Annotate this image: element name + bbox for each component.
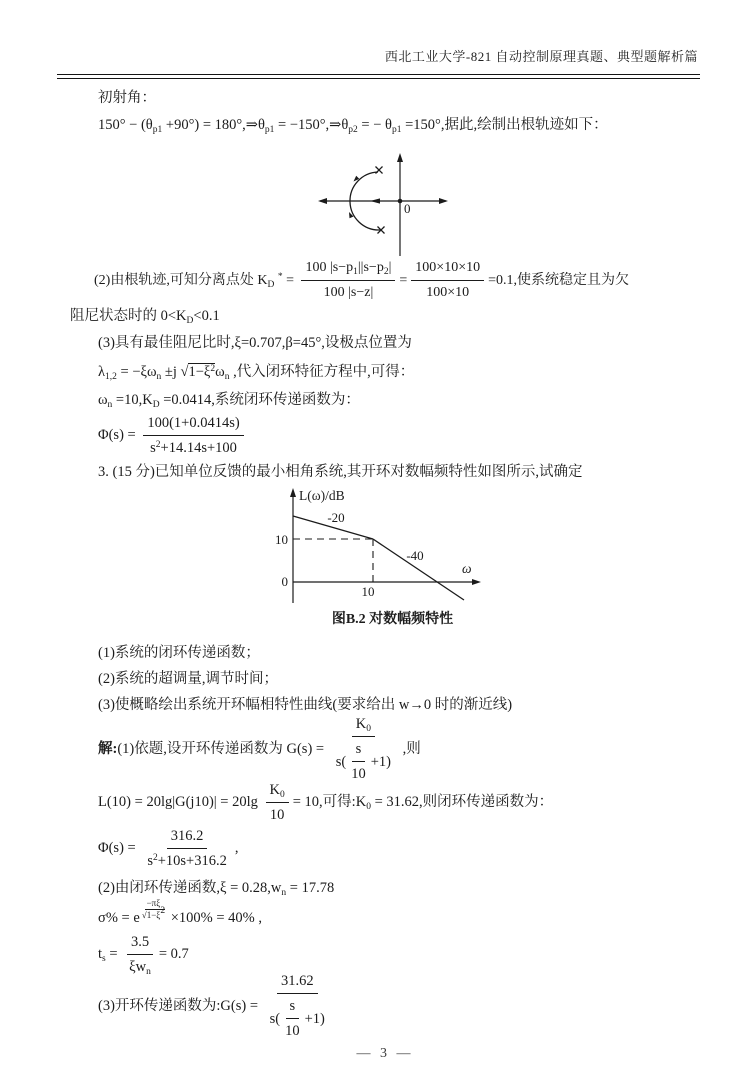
formula-text-prefix: L(10) = 20lg|G(j10)| = 20lg <box>98 794 262 810</box>
line-lambda: $\lambda_{1,2} = -\xi\omega_n \pm j$ $√1-\xi^2\omega_n$ ,代入闭环特征方程中,可得： <box>98 364 415 382</box>
line-q3: (3)使概略绘出系统开环幅相特性曲线(要求给出 w→0 时的渐近线) <box>98 697 513 713</box>
fraction-kd-symbolic <box>301 258 395 303</box>
formula-settling-time <box>70 933 700 975</box>
page-number: — 3 — <box>356 1046 414 1061</box>
fraction-numerator: −πξ <box>146 897 161 908</box>
line-problem3: 3. (15 分)已知单位反馈的最小相角系统,其开环对数幅频特性如图所示,试确定 <box>98 464 583 480</box>
formula-jie-g <box>70 716 700 782</box>
magnitude-asymptotes <box>293 516 464 600</box>
den-pre: s( <box>269 1010 281 1027</box>
fraction-denominator <box>332 737 395 784</box>
formula-text-prefix: Φ(s) = <box>98 840 140 856</box>
fraction-nested <box>347 739 370 784</box>
fraction-k0-10 <box>266 780 289 825</box>
fraction-phi2 <box>143 826 231 871</box>
fraction-kd-numeric <box>411 258 484 303</box>
fraction-ts <box>125 932 155 977</box>
fraction-g <box>332 714 395 784</box>
fraction-denominator: $s^2+14.14s+100$ <box>150 439 237 456</box>
fraction-denominator: 10 <box>351 766 366 782</box>
formula-text-prefix: Φ(s) = <box>98 427 140 443</box>
line-omega-n: $\omega_n =10,K_D =0.0414$,系统闭环传递函数为： <box>98 392 360 410</box>
formula-text-suffix: =0.1,使系统稳定且为欠 <box>488 272 629 288</box>
origin-dot <box>398 199 403 204</box>
fraction-phi1 <box>143 413 243 458</box>
fraction-numerator: 100×10×10 <box>411 258 484 281</box>
page-header-title: 西北工业大学-821 自动控制原理真题、典型题解析篇 <box>384 49 698 64</box>
den-suf: +1) <box>304 1010 325 1027</box>
axis-arrowheads <box>318 153 448 204</box>
fraction-denominator: 100 |s−z| <box>323 285 374 300</box>
root-locus-axes <box>320 159 446 256</box>
slope-label-40: -40 <box>406 548 424 563</box>
line-damping: (3)具有最佳阻尼比时,ξ=0.707,β=45°,设极点位置为 <box>98 335 412 351</box>
line-kd-range: 阻尼状态时的 $0<K_D<0.1$ <box>70 308 220 326</box>
fraction-numerator: $K_0$ <box>352 714 375 737</box>
den-suf: +1) <box>370 753 391 770</box>
formula-equals: = <box>399 272 408 288</box>
formula-text-suffix: , <box>234 840 239 856</box>
fraction-denominator <box>266 994 329 1041</box>
line-q1: (1)系统的闭环传递函数； <box>98 645 260 661</box>
bode-figure <box>255 485 700 607</box>
fraction-denominator: 10 <box>285 1023 300 1039</box>
exponent-fraction <box>142 898 165 921</box>
formula-text-suffix: = 10,可得$:K_0 = 31.62$,则闭环传递函数为： <box>292 794 554 812</box>
line-q2: (2)系统的超调量,调节时间； <box>98 671 279 687</box>
fraction-numerator: s <box>286 996 300 1019</box>
formula-text-suffix: = 0.7 <box>158 946 189 962</box>
fraction-g3 <box>266 971 329 1041</box>
formula-text-prefix: (3)开环传递函数为:G(s) = <box>98 998 262 1014</box>
y-tick-10: 10 <box>275 532 288 547</box>
origin-label: 0 <box>404 201 411 216</box>
formula-text-suffix: ,则 <box>398 741 421 757</box>
formula-text-prefix: (2)由根轨迹,可知分离点处 $K_D$ * = <box>94 271 298 290</box>
x-tick-10: 10 <box>361 584 375 599</box>
fraction-numerator: 31.62 <box>277 971 318 994</box>
formula-phi1 <box>70 413 700 457</box>
bode-axes <box>293 494 474 603</box>
fraction-denominator: 100×10 <box>426 285 470 300</box>
fraction-numerator: 3.5 <box>127 932 153 955</box>
fraction-numerator: $K_0$ <box>266 780 289 803</box>
fraction-denominator: $\xi w_n$ <box>129 958 151 977</box>
fraction-nested <box>281 996 304 1041</box>
formula-text-prefix: σ% = e <box>98 910 140 926</box>
origin-label: 0 <box>281 574 288 589</box>
slope-label-20: -20 <box>327 510 345 525</box>
fraction-numerator: 100(1+0.0414s) <box>143 413 243 436</box>
formula-l10 <box>70 782 700 822</box>
bode-xlabel: ω <box>462 561 472 576</box>
fraction-denominator: $s^2+10s+316.2$ <box>147 852 227 869</box>
jie-label: 解: <box>98 741 118 757</box>
formula-kd-breakaway <box>70 258 700 303</box>
fraction-denominator: 10 <box>269 806 285 823</box>
bode-plot <box>255 485 530 607</box>
formula-text-suffix: ×100% = 40% , <box>167 910 262 926</box>
line-initial-angle: 初射角： <box>98 90 156 106</box>
formula-phi2 <box>70 826 700 870</box>
root-locus-figure <box>310 150 700 258</box>
formula-text-prefix: $t_s$ = <box>98 946 122 964</box>
root-locus-plot <box>310 150 470 258</box>
line-angle-calc: $150^\circ - (\theta_{p1} +90^\circ)$ = $180^\circ,\Rightarrow\theta_{p1}$ = $-150^\circ,\Rightarrow\theta_{p2}$ = − $\theta_{p1} =150^\circ$,据此,绘制出根轨迹如下： <box>98 117 608 135</box>
formula-open-loop-g <box>70 973 700 1039</box>
line-xi-wn: (2)由闭环传递函数$,\xi = 0.28,w_n = 17.78$ <box>98 880 335 898</box>
fraction-numerator: s <box>352 739 366 762</box>
page-content <box>0 79 756 1065</box>
bode-ylabel: L(ω)/dB <box>299 488 345 503</box>
dashed-guides <box>293 539 373 582</box>
formula-text-prefix: (1)依题,设开环传递函数为 G(s) = <box>117 741 328 757</box>
fraction-numerator: 316.2 <box>167 826 208 849</box>
den-pre: s( <box>335 753 347 770</box>
fraction-denominator: $√1-\xi^2$ <box>141 905 166 920</box>
fraction-numerator: 100 $|s-p_1||s-p_2|$ <box>301 258 395 281</box>
figure-caption: 图B.2 对数幅频特性 <box>331 612 454 627</box>
